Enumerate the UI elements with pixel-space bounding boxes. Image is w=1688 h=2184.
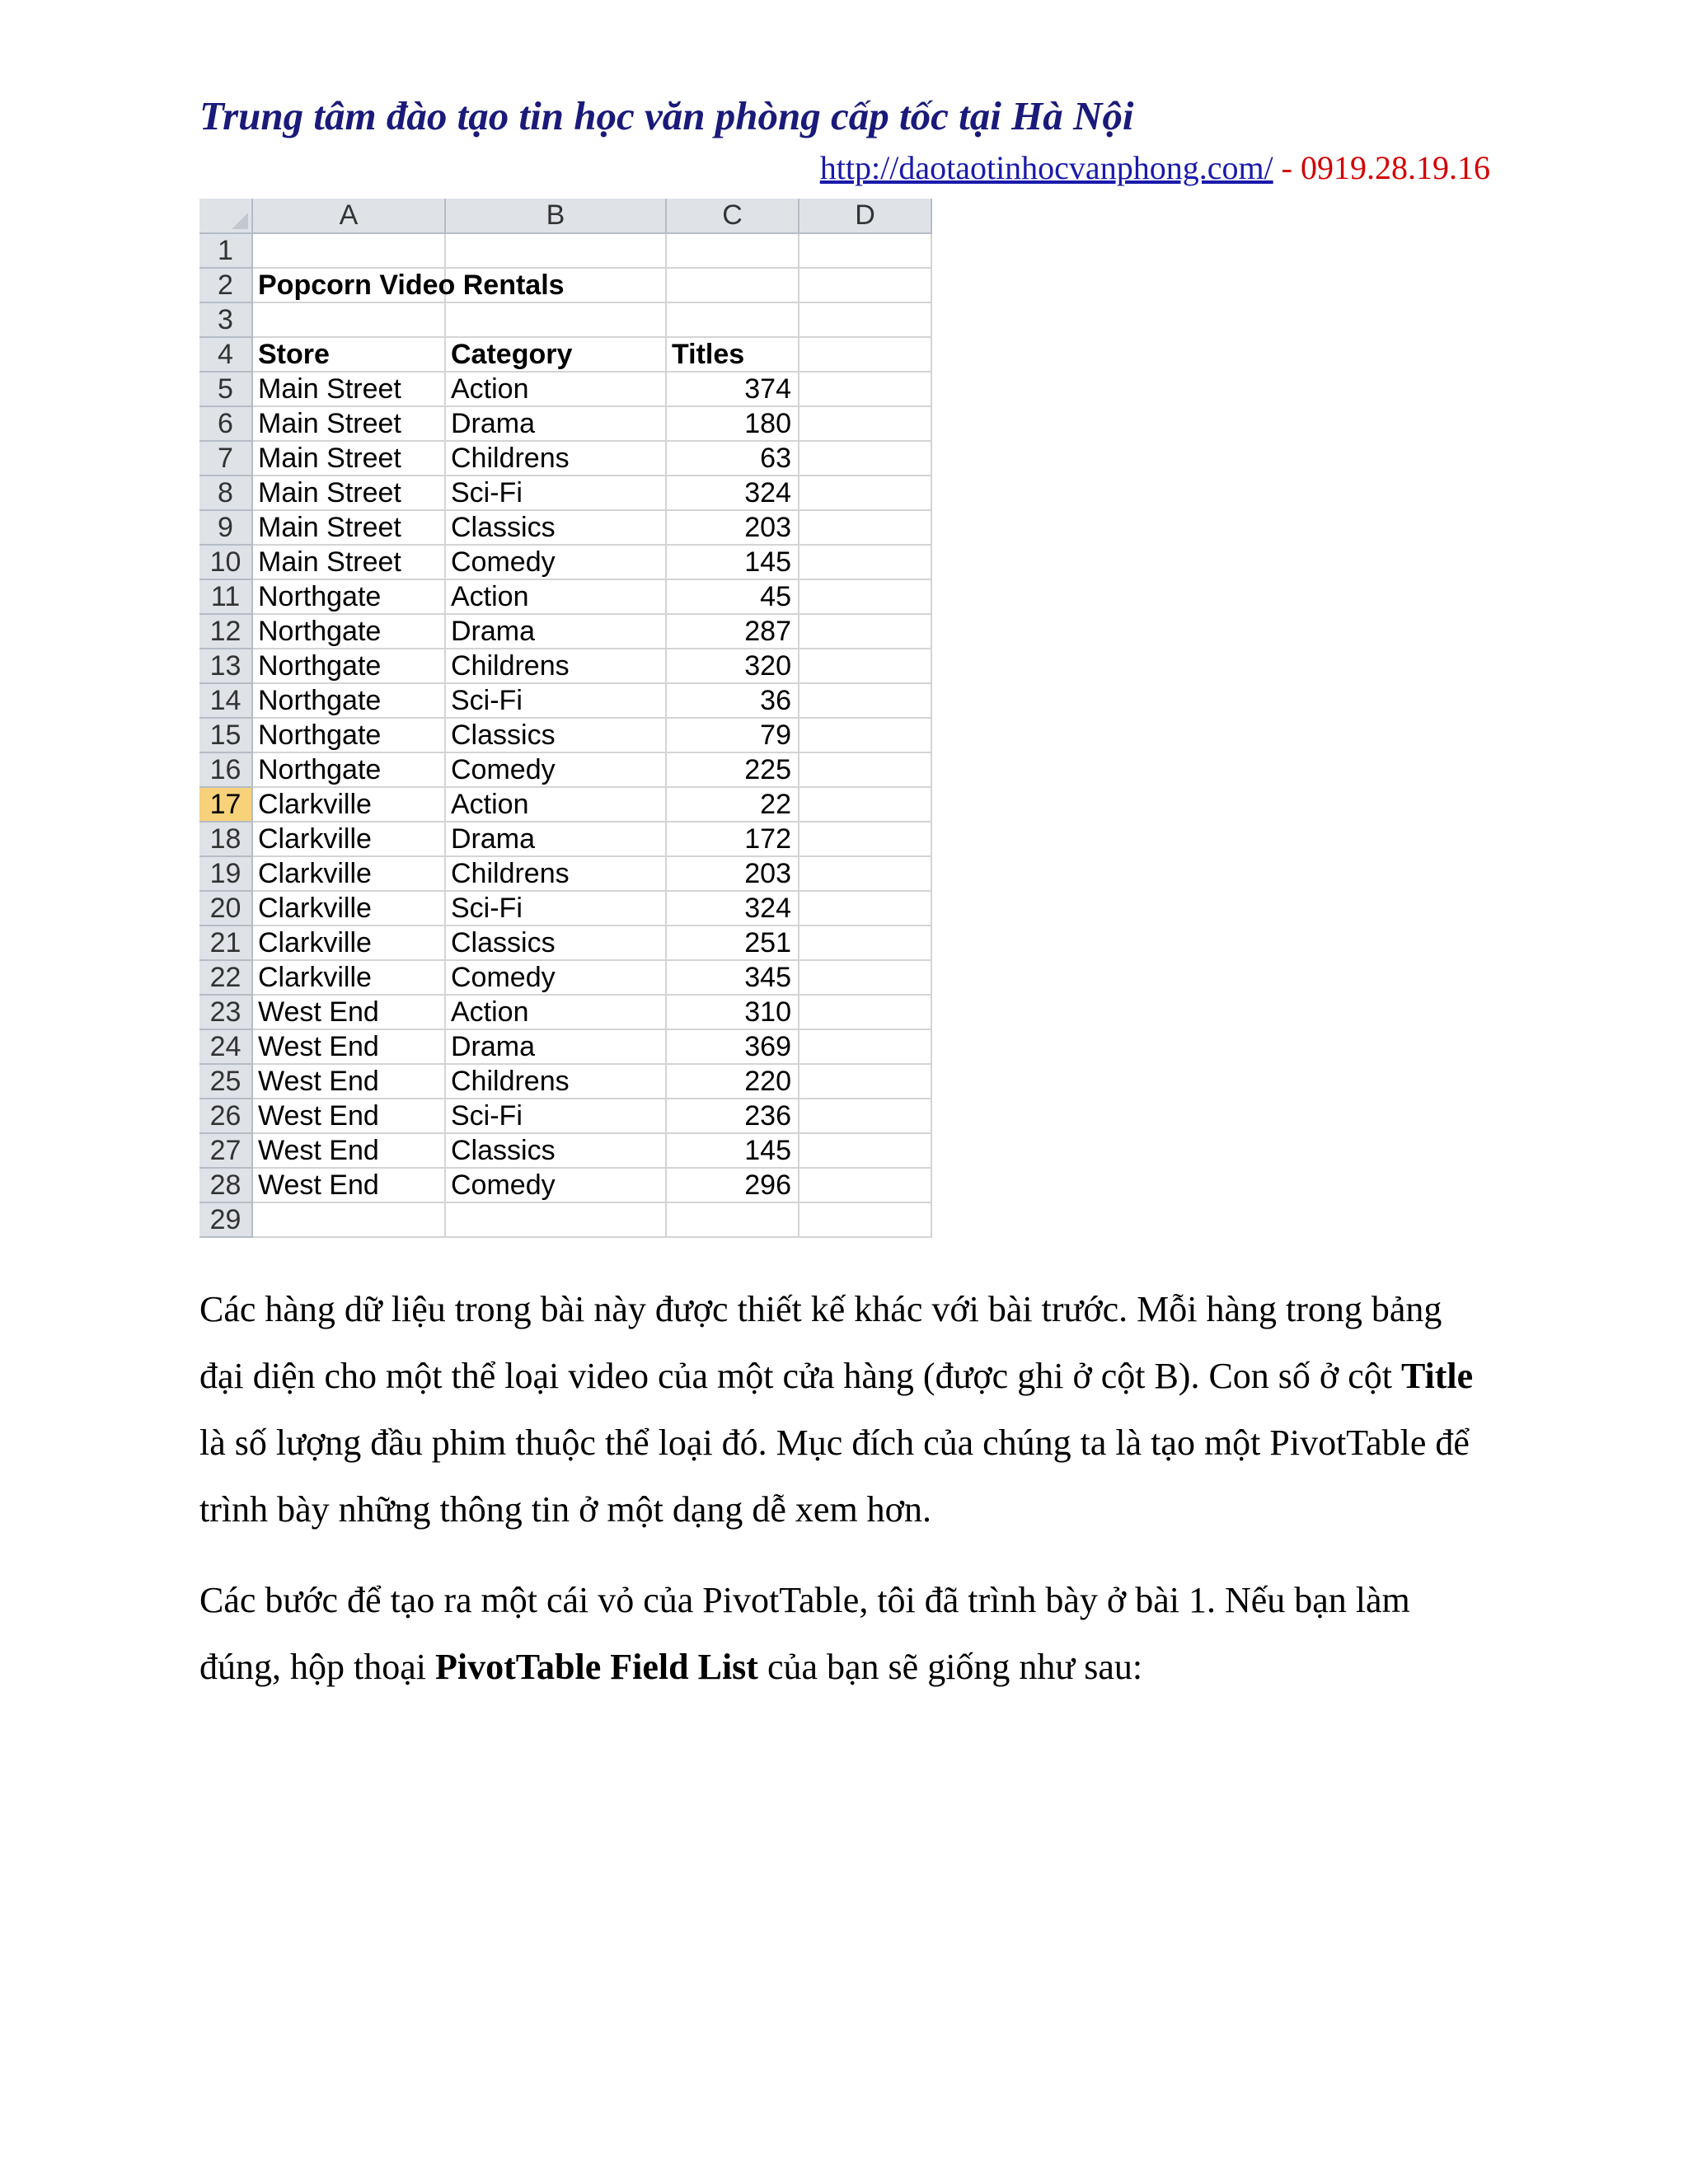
- sheet-row: [199, 649, 931, 683]
- store-cell[interactable]: Northgate: [252, 752, 445, 787]
- sheet-title-cell[interactable]: Popcorn Video Rentals: [252, 268, 445, 302]
- store-cell[interactable]: Northgate: [252, 649, 445, 683]
- empty-cell[interactable]: [799, 683, 931, 718]
- store-cell[interactable]: West End: [252, 995, 445, 1029]
- sheet-row: [199, 233, 931, 268]
- store-cell[interactable]: Main Street: [252, 441, 445, 476]
- paragraph-2-text-b: của bạn sẽ giống như sau:: [757, 1647, 1143, 1687]
- titles-cell[interactable]: 22: [666, 787, 799, 822]
- titles-cell[interactable]: 145: [666, 1133, 799, 1168]
- contact-separator: -: [1273, 149, 1301, 186]
- empty-cell[interactable]: [799, 718, 931, 752]
- store-cell[interactable]: West End: [252, 1064, 445, 1099]
- sheet-row: [199, 476, 931, 510]
- titles-cell[interactable]: 236: [666, 1099, 799, 1133]
- cell-c2[interactable]: [666, 268, 799, 302]
- empty-cell[interactable]: [799, 787, 931, 822]
- sheet-row: [199, 268, 931, 302]
- titles-cell[interactable]: 172: [666, 822, 799, 856]
- empty-cell[interactable]: [799, 822, 931, 856]
- category-cell[interactable]: Comedy: [445, 752, 666, 787]
- website-link[interactable]: http://daotaotinhocvanphong.com/: [819, 149, 1273, 186]
- empty-cell[interactable]: [799, 1064, 931, 1099]
- spreadsheet-screenshot: [199, 199, 931, 1238]
- sheet-row: [199, 406, 931, 441]
- paragraph-1-text-a: Các hàng dữ liệu trong bài này được thiết kế khác với bài trước. Mỗi hàng trong bảng đại diện cho một thể loại video của một cửa hàng (được ghi ở cột B). Con số ở cột: [199, 1289, 1442, 1396]
- category-cell[interactable]: Classics: [445, 510, 666, 545]
- sheet-row: [199, 1202, 931, 1237]
- empty-cell[interactable]: [799, 614, 931, 649]
- column-header-row: [199, 199, 931, 233]
- store-cell[interactable]: Clarkville: [252, 960, 445, 995]
- spreadsheet-grid: [199, 199, 932, 1238]
- category-cell[interactable]: Childrens: [445, 1064, 666, 1099]
- row-header-11[interactable]: 11: [199, 579, 252, 614]
- titles-cell[interactable]: 36: [666, 683, 799, 718]
- sheet-row: [199, 822, 931, 856]
- empty-cell[interactable]: [799, 1029, 931, 1064]
- sheet-row: [199, 787, 931, 822]
- store-cell[interactable]: Northgate: [252, 718, 445, 752]
- titles-cell[interactable]: 79: [666, 718, 799, 752]
- category-cell[interactable]: Sci-Fi: [445, 891, 666, 926]
- row-header-13[interactable]: 13: [199, 649, 252, 683]
- sheet-row: [199, 856, 931, 891]
- category-cell[interactable]: Action: [445, 995, 666, 1029]
- row-header-17[interactable]: 17: [199, 787, 252, 822]
- category-cell[interactable]: Drama: [445, 614, 666, 649]
- category-cell[interactable]: Drama: [445, 406, 666, 441]
- empty-cell[interactable]: [666, 233, 799, 268]
- category-cell[interactable]: Sci-Fi: [445, 683, 666, 718]
- spreadsheet-body: [199, 233, 931, 1237]
- row-header-23[interactable]: 23: [199, 995, 252, 1029]
- empty-cell[interactable]: [252, 302, 445, 337]
- document-header-title: Trung tâm đào tạo tin học văn phòng cấp tốc tại Hà Nội: [199, 93, 1134, 138]
- titles-cell[interactable]: 320: [666, 649, 799, 683]
- store-cell[interactable]: Northgate: [252, 683, 445, 718]
- empty-cell[interactable]: [799, 476, 931, 510]
- sheet-row: [199, 995, 931, 1029]
- titles-cell[interactable]: 45: [666, 579, 799, 614]
- row-header-26[interactable]: 26: [199, 1099, 252, 1133]
- empty-cell[interactable]: [799, 1133, 931, 1168]
- header-category-cell[interactable]: Category: [445, 337, 666, 372]
- column-header-a[interactable]: A: [252, 199, 445, 233]
- sheet-row: [199, 683, 931, 718]
- store-cell[interactable]: Main Street: [252, 476, 445, 510]
- column-header-b[interactable]: B: [445, 199, 666, 233]
- row-header-14[interactable]: 14: [199, 683, 252, 718]
- sheet-row: [199, 1029, 931, 1064]
- row-header-18[interactable]: 18: [199, 822, 252, 856]
- store-cell[interactable]: West End: [252, 1029, 445, 1064]
- paragraph-1: [199, 1276, 1493, 1543]
- category-cell[interactable]: Comedy: [445, 1168, 666, 1202]
- row-header-20[interactable]: 20: [199, 891, 252, 926]
- empty-cell[interactable]: [799, 233, 931, 268]
- row-header-12[interactable]: 12: [199, 614, 252, 649]
- cell-d4[interactable]: [799, 337, 931, 372]
- store-cell[interactable]: Clarkville: [252, 856, 445, 891]
- empty-cell[interactable]: [799, 995, 931, 1029]
- titles-cell[interactable]: 145: [666, 545, 799, 579]
- row-header-28[interactable]: 28: [199, 1168, 252, 1202]
- empty-cell[interactable]: [799, 579, 931, 614]
- sheet-row: [199, 752, 931, 787]
- empty-cell[interactable]: [799, 1202, 931, 1237]
- category-cell[interactable]: Childrens: [445, 441, 666, 476]
- empty-cell[interactable]: [799, 302, 931, 337]
- sheet-row: [199, 1099, 931, 1133]
- titles-cell[interactable]: 324: [666, 476, 799, 510]
- header-titles-cell[interactable]: Titles: [666, 337, 799, 372]
- row-header-4[interactable]: 4: [199, 337, 252, 372]
- titles-cell[interactable]: 345: [666, 960, 799, 995]
- paragraph-2-bold: PivotTable Field List: [434, 1647, 758, 1687]
- titles-cell[interactable]: 203: [666, 510, 799, 545]
- phone-number: 0919.28.19.16: [1301, 149, 1490, 186]
- store-cell[interactable]: Clarkville: [252, 822, 445, 856]
- empty-cell[interactable]: [799, 545, 931, 579]
- sheet-row: [199, 510, 931, 545]
- row-header-2[interactable]: 2: [199, 268, 252, 302]
- empty-cell[interactable]: [445, 1202, 666, 1237]
- empty-cell[interactable]: [799, 856, 931, 891]
- empty-cell[interactable]: [799, 372, 931, 406]
- store-cell[interactable]: West End: [252, 1099, 445, 1133]
- empty-cell[interactable]: [799, 510, 931, 545]
- empty-cell[interactable]: [799, 1168, 931, 1202]
- cell-d2[interactable]: [799, 268, 931, 302]
- store-cell[interactable]: Northgate: [252, 579, 445, 614]
- store-cell[interactable]: Clarkville: [252, 891, 445, 926]
- store-cell[interactable]: Main Street: [252, 510, 445, 545]
- category-cell[interactable]: Action: [445, 372, 666, 406]
- sheet-row: [199, 579, 931, 614]
- empty-cell[interactable]: [666, 302, 799, 337]
- empty-cell[interactable]: [799, 891, 931, 926]
- empty-cell[interactable]: [252, 1202, 445, 1237]
- row-header-6[interactable]: 6: [199, 406, 252, 441]
- row-header-9[interactable]: 9: [199, 510, 252, 545]
- category-cell[interactable]: Sci-Fi: [445, 1099, 666, 1133]
- category-cell[interactable]: Childrens: [445, 856, 666, 891]
- titles-cell[interactable]: 287: [666, 614, 799, 649]
- store-cell[interactable]: West End: [252, 1168, 445, 1202]
- sheet-row: [199, 718, 931, 752]
- titles-cell[interactable]: 63: [666, 441, 799, 476]
- paragraph-2: [199, 1567, 1493, 1700]
- titles-cell[interactable]: 324: [666, 891, 799, 926]
- titles-cell[interactable]: 296: [666, 1168, 799, 1202]
- sheet-row: [199, 337, 931, 372]
- paragraph-1-bold: Title: [1400, 1356, 1474, 1396]
- category-cell[interactable]: Action: [445, 579, 666, 614]
- titles-cell[interactable]: 310: [666, 995, 799, 1029]
- paragraph-1-text-b: là số lượng đầu phim thuộc thể loại đó. Mục đích của chúng ta là tạo một PivotTable để trình bày những thông tin ở một dạng dễ xem hơn.: [199, 1422, 1470, 1530]
- row-header-21[interactable]: 21: [199, 926, 252, 960]
- category-cell[interactable]: Classics: [445, 1133, 666, 1168]
- empty-cell[interactable]: [666, 1202, 799, 1237]
- category-cell[interactable]: Childrens: [445, 649, 666, 683]
- category-cell[interactable]: Drama: [445, 822, 666, 856]
- store-cell[interactable]: West End: [252, 1133, 445, 1168]
- header-store-cell[interactable]: Store: [252, 337, 445, 372]
- empty-cell[interactable]: [799, 752, 931, 787]
- empty-cell[interactable]: [799, 926, 931, 960]
- row-header-29[interactable]: 29: [199, 1202, 252, 1237]
- sheet-row: [199, 1064, 931, 1099]
- row-header-5[interactable]: 5: [199, 372, 252, 406]
- row-header-27[interactable]: 27: [199, 1133, 252, 1168]
- category-cell[interactable]: Classics: [445, 926, 666, 960]
- store-cell[interactable]: Northgate: [252, 614, 445, 649]
- row-header-7[interactable]: 7: [199, 441, 252, 476]
- sheet-row: [199, 302, 931, 337]
- row-header-15[interactable]: 15: [199, 718, 252, 752]
- titles-cell[interactable]: 225: [666, 752, 799, 787]
- titles-cell[interactable]: 374: [666, 372, 799, 406]
- sheet-row: [199, 372, 931, 406]
- sheet-row: [199, 960, 931, 995]
- category-cell[interactable]: Comedy: [445, 545, 666, 579]
- store-cell[interactable]: Main Street: [252, 406, 445, 441]
- column-header-c[interactable]: C: [666, 199, 799, 233]
- titles-cell[interactable]: 203: [666, 856, 799, 891]
- paragraph-2-text-a: Các bước để tạo ra một cái vỏ của PivotTable, tôi đã trình bày ở bài 1. Nếu bạn làm đúng, hộp thoại: [199, 1580, 1410, 1687]
- empty-cell[interactable]: [799, 1099, 931, 1133]
- sheet-row: [199, 891, 931, 926]
- titles-cell[interactable]: 251: [666, 926, 799, 960]
- store-cell[interactable]: Main Street: [252, 372, 445, 406]
- store-cell[interactable]: Main Street: [252, 545, 445, 579]
- category-cell[interactable]: Comedy: [445, 960, 666, 995]
- sheet-row: [199, 545, 931, 579]
- select-all-corner[interactable]: [199, 199, 252, 233]
- sheet-row: [199, 1168, 931, 1202]
- category-cell[interactable]: Drama: [445, 1029, 666, 1064]
- row-header-16[interactable]: 16: [199, 752, 252, 787]
- empty-cell[interactable]: [799, 441, 931, 476]
- empty-cell[interactable]: [445, 233, 666, 268]
- row-header-19[interactable]: 19: [199, 856, 252, 891]
- empty-cell[interactable]: [799, 649, 931, 683]
- empty-cell[interactable]: [445, 302, 666, 337]
- empty-cell[interactable]: [252, 233, 445, 268]
- empty-cell[interactable]: [799, 406, 931, 441]
- sheet-row: [199, 1133, 931, 1168]
- titles-cell[interactable]: 220: [666, 1064, 799, 1099]
- titles-cell[interactable]: 180: [666, 406, 799, 441]
- header-contact: [820, 148, 1490, 187]
- store-cell[interactable]: Clarkville: [252, 787, 445, 822]
- row-header-24[interactable]: 24: [199, 1029, 252, 1064]
- titles-cell[interactable]: 369: [666, 1029, 799, 1064]
- sheet-row: [199, 614, 931, 649]
- column-header-d[interactable]: D: [799, 199, 931, 233]
- sheet-row: [199, 441, 931, 476]
- category-cell[interactable]: Sci-Fi: [445, 476, 666, 510]
- category-cell[interactable]: Classics: [445, 718, 666, 752]
- store-cell[interactable]: Clarkville: [252, 926, 445, 960]
- row-header-25[interactable]: 25: [199, 1064, 252, 1099]
- row-header-10[interactable]: 10: [199, 545, 252, 579]
- category-cell[interactable]: Action: [445, 787, 666, 822]
- sheet-row: [199, 926, 931, 960]
- row-header-8[interactable]: 8: [199, 476, 252, 510]
- row-header-3[interactable]: 3: [199, 302, 252, 337]
- row-header-1[interactable]: 1: [199, 233, 252, 268]
- empty-cell[interactable]: [799, 960, 931, 995]
- row-header-22[interactable]: 22: [199, 960, 252, 995]
